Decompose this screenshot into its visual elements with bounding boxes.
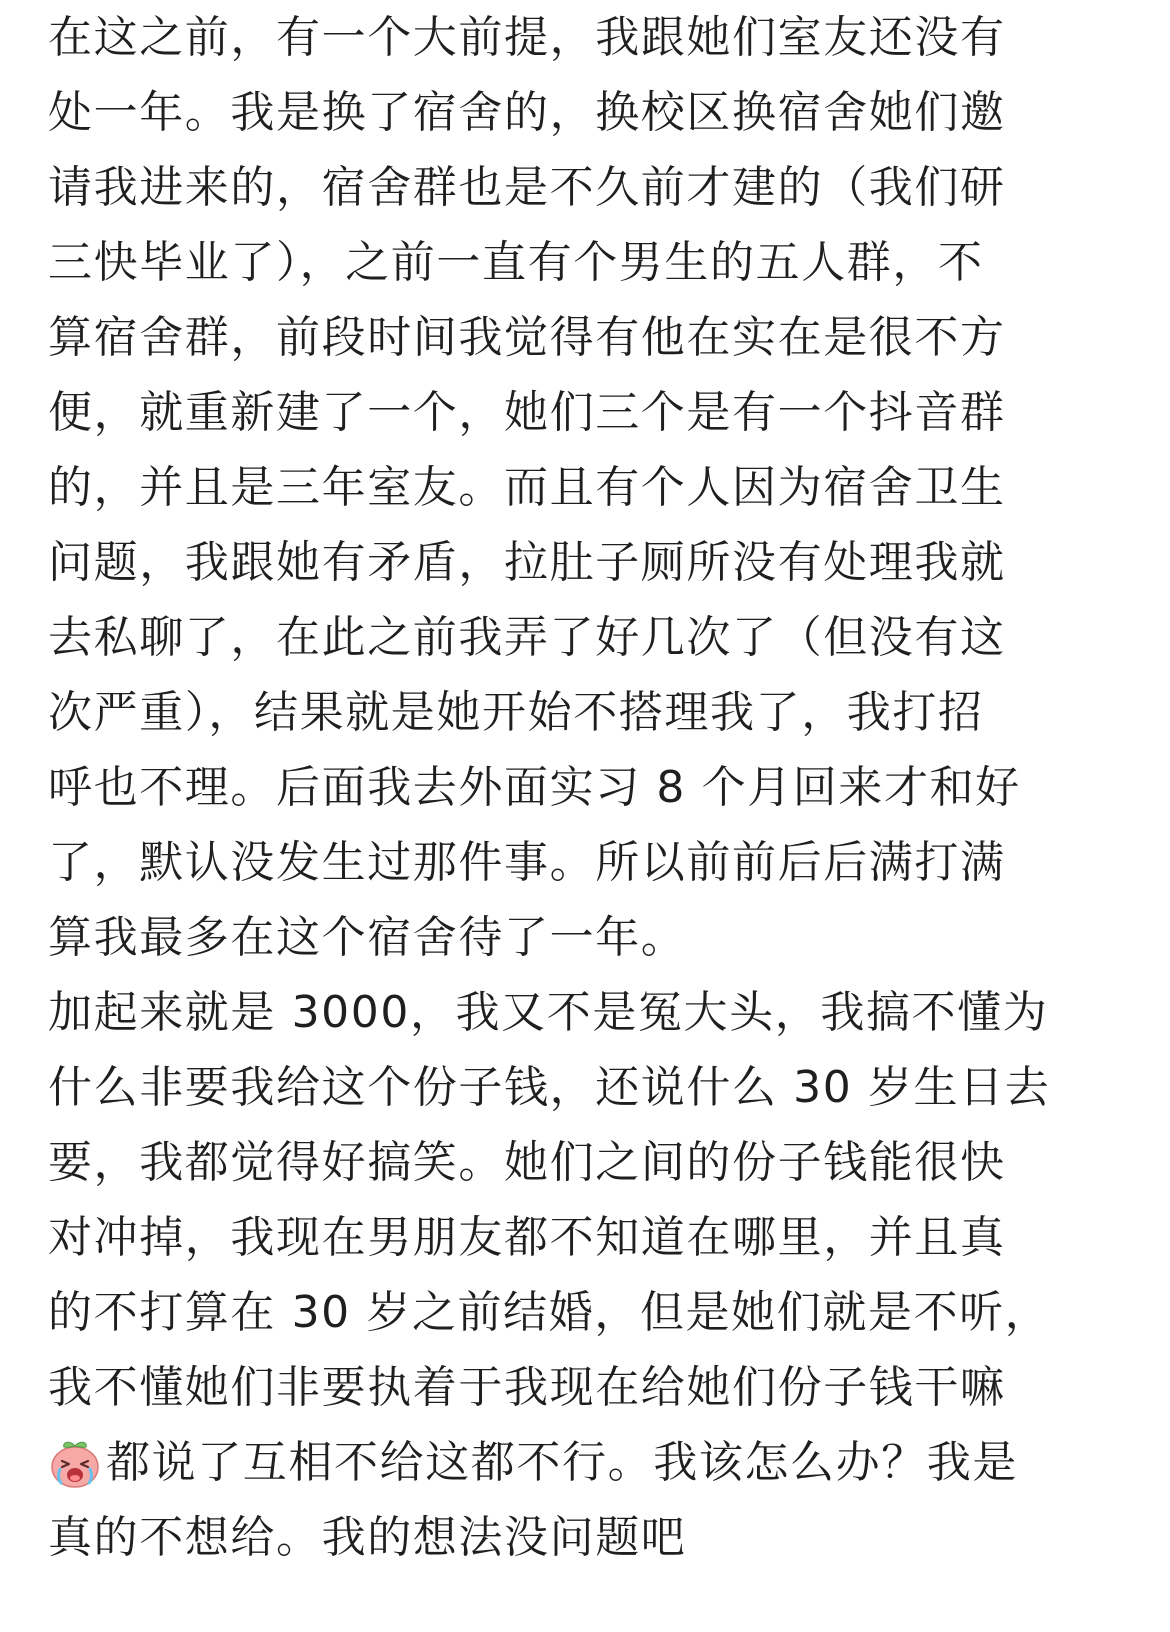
text-line: 处一年。我是换了宿舍的，换校区换宿舍她们邀 <box>48 87 1006 138</box>
text-line: 加起来就是 3000，我又不是冤大头，我搞不懂为 <box>48 987 1049 1038</box>
text-line: 了，默认没发生过那件事。所以前前后后满打满 <box>48 837 1006 888</box>
text-line: 什么非要我给这个份子钱，还说什么 30 岁生日去 <box>48 1062 1051 1113</box>
text-line: 便，就重新建了一个，她们三个是有一个抖音群 <box>48 387 1006 438</box>
text-line: 在这之前，有一个大前提，我跟她们室友还没有 <box>48 12 1006 63</box>
text-line: 问题，我跟她有矛盾，拉肚子厕所没有处理我就 <box>48 537 1006 588</box>
text-line: 的，并且是三年室友。而且有个人因为宿舍卫生 <box>48 462 1006 513</box>
text-line: 次严重），结果就是她开始不搭理我了，我打招 <box>48 687 984 738</box>
text-line: 要，我都觉得好搞笑。她们之间的份子钱能很快 <box>48 1137 1006 1188</box>
text-line-with-emoji <box>48 1425 1018 1501</box>
text-line: 请我进来的，宿舍群也是不久前才建的（我们研 <box>48 162 1006 213</box>
text-line: 去私聊了，在此之前我弄了好几次了（但没有这 <box>48 612 1006 663</box>
text-line: 三快毕业了），之前一直有个男生的五人群，不 <box>48 237 984 288</box>
text-line: 对冲掉，我现在男朋友都不知道在哪里，并且真 <box>48 1212 1006 1263</box>
text-line: 算宿舍群，前段时间我觉得有他在实在是很不方 <box>48 312 1006 363</box>
text-line: 算我最多在这个宿舍待了一年。 <box>48 912 687 963</box>
crying-peach-emoji-icon <box>48 1436 102 1490</box>
text-line: 都说了互相不给这都不行。我该怎么办？我是 <box>106 1437 1018 1488</box>
text-line: 我不懂她们非要执着于我现在给她们份子钱干嘛 <box>48 1362 1006 1413</box>
text-line: 的不打算在 30 岁之前结婚，但是她们就是不听， <box>48 1287 1051 1338</box>
text-line: 真的不想给。我的想法没问题吧 <box>48 1512 687 1563</box>
text-line: 呼也不理。后面我去外面实习 8 个月回来才和好 <box>48 762 1021 813</box>
